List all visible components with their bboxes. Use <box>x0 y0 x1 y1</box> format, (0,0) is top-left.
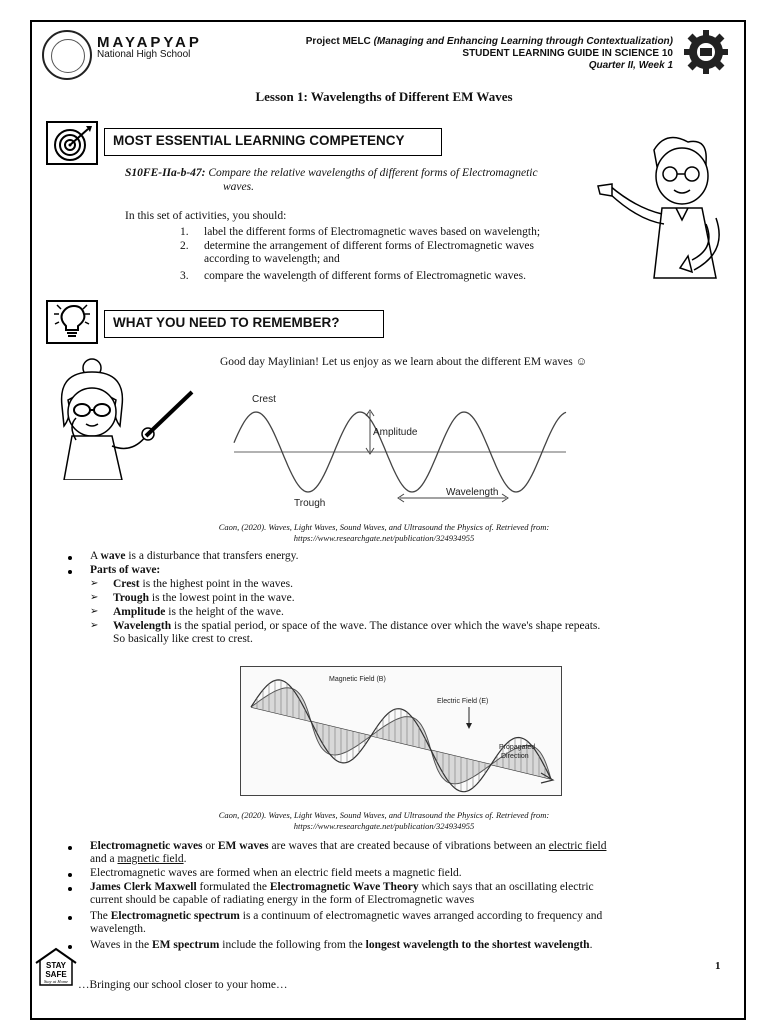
maxwell-theory: James Clerk Maxwell formulated the Electromagnetic Wave Theory which says that an oscillating electric current should be capable of radiating energy in the form of Electromagnetic waves <box>90 881 594 906</box>
lightbulb-icon <box>46 300 98 344</box>
stay-safe-logo-icon <box>34 947 78 987</box>
wavelength-label: Wavelength <box>446 487 499 498</box>
page-number: 1 <box>715 960 721 972</box>
em-spectrum-order: Waves in the EM spectrum include the following from the longest wavelength to the shortest wavelength. <box>90 939 593 951</box>
svg-text:STAY: STAY <box>45 961 67 970</box>
gear-logo-icon <box>683 29 729 75</box>
project-header: Project MELC (Managing and Enhancing Learning through Contextualization) STUDENT LEARNING GUIDE IN SCIENCE 10 Quarter II, Week 1 <box>305 36 673 71</box>
electric-field-label: Electric Field (E) <box>437 698 489 705</box>
footer-tagline: …Bringing our school closer to your home… <box>78 979 288 991</box>
crest-label: Crest <box>252 394 276 405</box>
em-formation: Electromagnetic waves are formed when an electric field meets a magnetic field. <box>90 867 462 879</box>
bullet-dot <box>68 887 72 891</box>
bullet-dot <box>68 873 72 877</box>
girl-teacher-illustration <box>46 356 196 480</box>
greeting-text: Good day Maylinian! Let us enjoy as we learn about the different EM waves ☺ <box>220 356 588 368</box>
trough-label: Trough <box>294 498 326 509</box>
school-subtitle: National High School <box>97 49 191 60</box>
school-seal-icon <box>42 30 92 80</box>
school-name: MAYAPYAP <box>97 34 202 51</box>
propagated-label: Propagated <box>499 744 536 751</box>
magnetic-field-label: Magnetic Field (B) <box>329 676 386 683</box>
target-icon <box>46 121 98 165</box>
em-wave-image <box>240 666 562 796</box>
parts-heading: Parts of wave: <box>90 564 161 576</box>
bullet-dot <box>68 556 72 560</box>
amplitude-label: Amplitude <box>373 427 418 438</box>
boy-teacher-illustration <box>596 128 736 288</box>
list-item: 3. compare the wavelength of different forms of Electromagnetic waves. <box>180 270 526 282</box>
bullet-dot <box>68 846 72 850</box>
part-trough: Trough is the lowest point in the wave. <box>113 592 295 604</box>
arrow-bullet-icon: ➢ <box>90 620 99 631</box>
bullet-dot <box>68 916 72 920</box>
part-crest: Crest is the highest point in the waves. <box>113 578 293 590</box>
arrow-bullet-icon: ➢ <box>90 606 99 617</box>
bullet-dot <box>68 570 72 574</box>
competency-code: S10FE-IIa-b-47: Compare the relative wavelengths of different forms of Electromagnetic waves. <box>125 167 538 193</box>
svg-text:SAFE: SAFE <box>45 970 67 979</box>
arrow-bullet-icon: ➢ <box>90 578 99 589</box>
arrow-bullet-icon: ➢ <box>90 592 99 603</box>
competency-heading: MOST ESSENTIAL LEARNING COMPETENCY <box>104 128 442 156</box>
part-amplitude: Amplitude is the height of the wave. <box>113 606 284 618</box>
remember-heading: WHAT YOU NEED TO REMEMBER? <box>104 310 384 338</box>
citation-1: Caon, (2020). Waves, Light Waves, Sound Waves, and Ultrasound the Physics of. Retrieved from: https://www.researchgate.net/publication/324934955 <box>218 522 550 543</box>
em-spectrum-definition: The Electromagnetic spectrum is a continuum of electromagnetic waves arranged according to frequency and wavelength. <box>90 910 603 935</box>
direction-label: Direction <box>501 753 529 760</box>
lesson-title: Lesson 1: Wavelengths of Different EM Waves <box>255 89 513 104</box>
wave-diagram <box>230 388 570 512</box>
svg-text:Stay at Home: Stay at Home <box>43 979 69 984</box>
part-wavelength: Wavelength is the spatial period, or space of the wave. The distance over which the wave's shape repeats. So basically like crest to crest. <box>113 620 601 645</box>
competency-intro: In this set of activities, you should: <box>125 210 287 222</box>
list-item: 1. label the different forms of Electromagnetic waves based on wavelength; <box>180 226 541 238</box>
citation-2: Caon, (2020). Waves, Light Waves, Sound Waves, and Ultrasound the Physics of. Retrieved from: https://www.researchgate.net/publication/324934955 <box>218 810 550 831</box>
em-definition: Electromagnetic waves or EM waves are waves that are created because of vibrations between an electric field and a magnetic field. <box>90 840 607 865</box>
list-item: 2. determine the arrangement of different forms of Electromagnetic waves according to wavelength; and <box>180 240 534 265</box>
wave-definition: A wave is a disturbance that transfers energy. <box>90 550 299 562</box>
